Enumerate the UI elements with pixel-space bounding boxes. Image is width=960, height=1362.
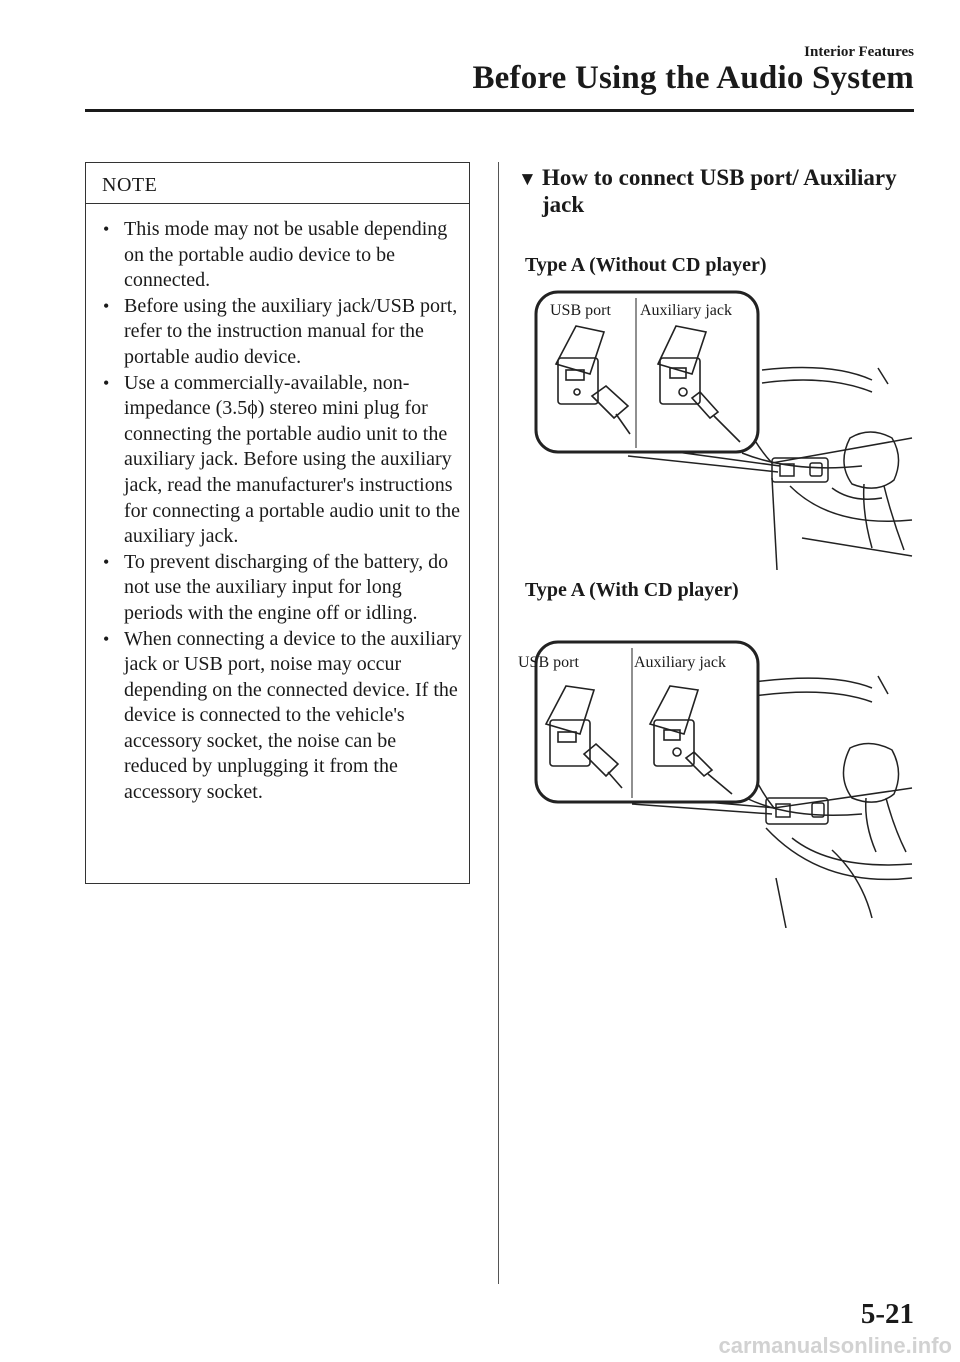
note-item (100, 627, 463, 806)
bullet-icon: • (103, 372, 110, 393)
section-name: Interior Features (804, 44, 914, 60)
section-title: ▼ How to connect USB port/ Auxiliary jack (518, 165, 897, 217)
column-divider (498, 162, 499, 1284)
triangle-icon: ▼ (518, 169, 537, 190)
auxiliary-jack-label: Auxiliary jack (640, 302, 732, 319)
note-item-text: Before using the auxiliary jack/USB port, refer to the instruction manual for the portable audio device. (124, 294, 458, 368)
bullet-icon: • (103, 219, 110, 239)
page-number: 5-21 (860, 1298, 914, 1330)
bullet-icon: • (103, 295, 110, 316)
note-heading: NOTE (86, 163, 469, 204)
header-rule (85, 109, 914, 112)
note-item (100, 217, 463, 294)
watermark-text: carmanualsonline.info (718, 1333, 952, 1358)
usb-port-label: USB port (518, 654, 579, 671)
auxiliary-jack-label: Auxiliary jack (634, 654, 726, 671)
note-item-text: This mode may not be usable depending on the portable audio device to be connected. (124, 218, 448, 292)
page-title: Before Using the Audio System (472, 60, 914, 96)
usb-port-label: USB port (550, 302, 611, 319)
usb-aux-illustration (532, 288, 916, 576)
note-box (85, 162, 470, 884)
note-item (100, 371, 463, 550)
bullet-icon: • (103, 551, 110, 572)
figure-heading: Type A (With CD player) (525, 579, 739, 601)
note-item-text: Use a commercially-available, non-impedance (3.5ϕ) stereo mini plug for connecting the portable audio unit to the auxiliary jack. Before using the auxiliary jack, read the manufacturer's instructions for connecting a portable audio unit to the auxiliary jack. (124, 371, 461, 548)
note-list (86, 204, 469, 806)
console-illustration-icon (532, 288, 916, 576)
note-item (100, 294, 463, 371)
note-item (100, 550, 463, 627)
console-illustration-icon (532, 638, 916, 928)
note-item-text: To prevent discharging of the battery, do not use the auxiliary input for long periods with the engine off or idling. (124, 550, 449, 624)
note-item-text: When connecting a device to the auxiliary jack or USB port, noise may occur depending on the connected device. If the device is connected to the vehicle's accessory socket, the noise can be reduced by unplugging it from the accessory socket. (124, 627, 462, 804)
bullet-icon: • (103, 628, 110, 649)
figure-heading: Type A (Without CD player) (525, 254, 767, 276)
usb-aux-illustration (518, 638, 916, 928)
